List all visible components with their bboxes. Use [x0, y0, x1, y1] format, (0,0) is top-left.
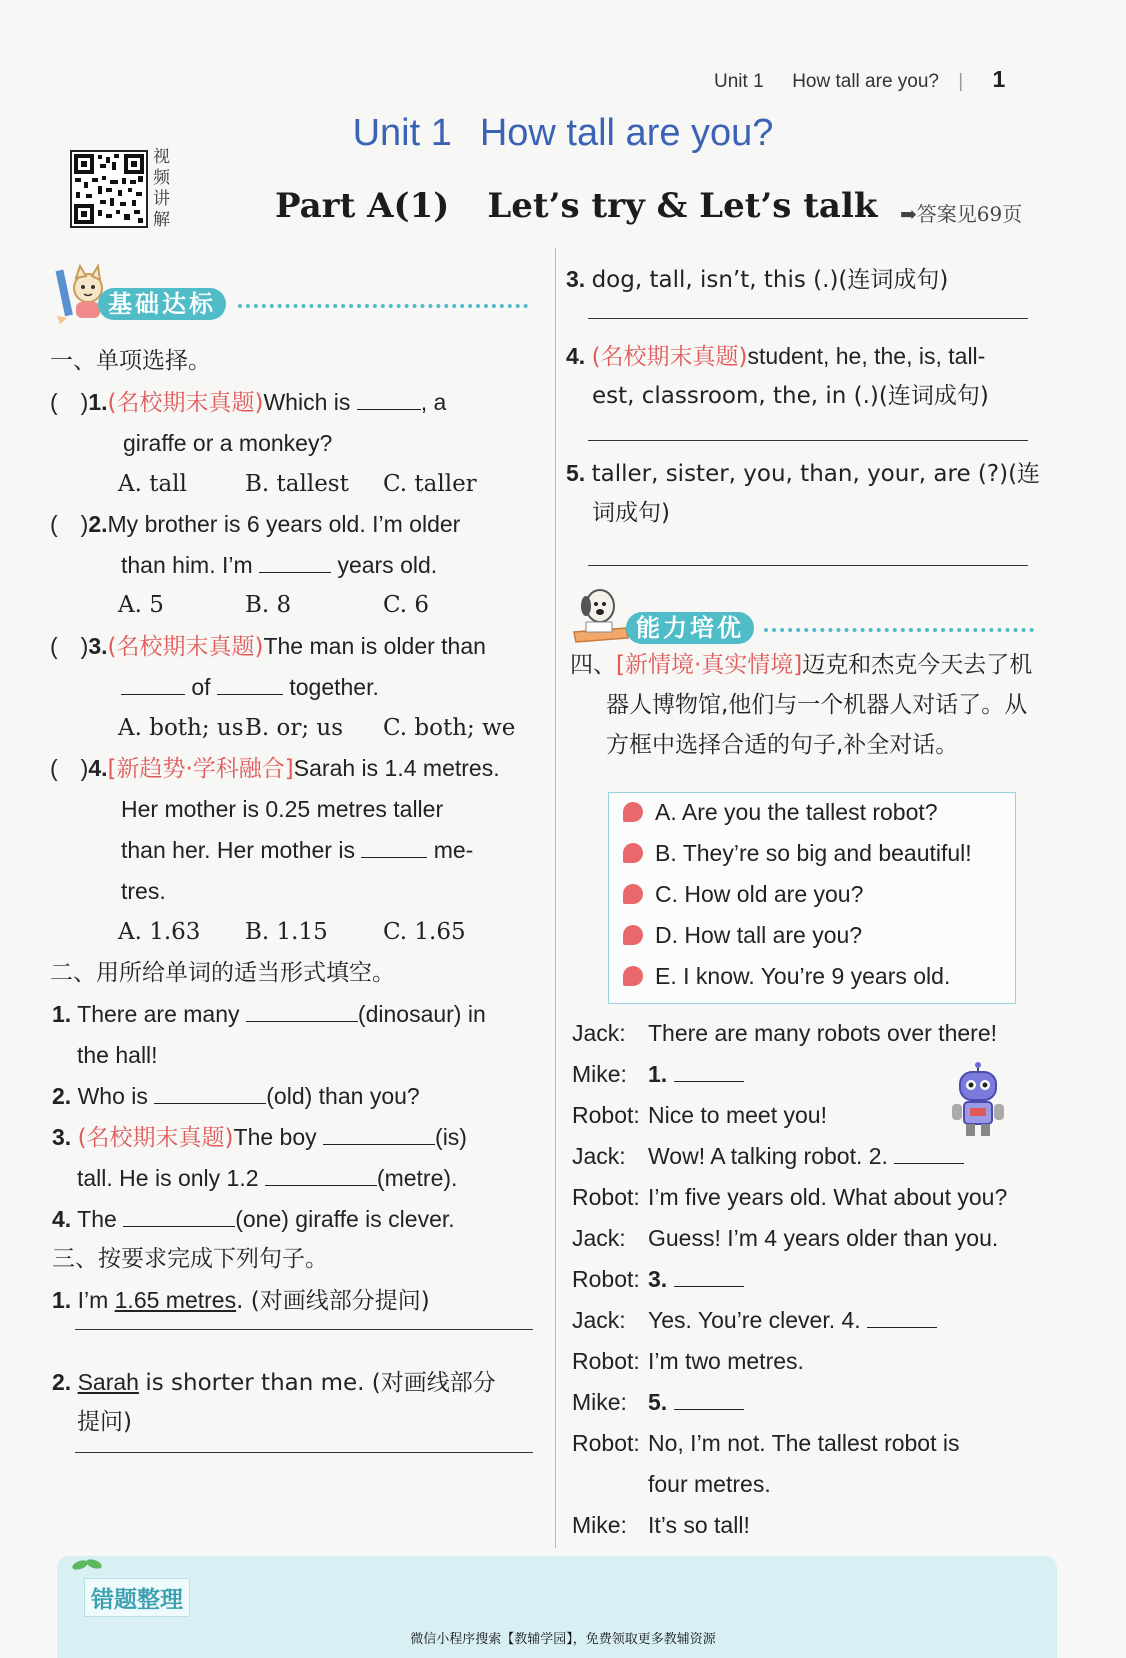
mcq-3-opt-a[interactable]: A. both; us — [118, 715, 244, 741]
line-text: There are many robots over there! — [648, 1020, 997, 1046]
speaker: Jack: — [572, 1225, 626, 1251]
q-text: My brother is 6 years old. I’m older — [107, 511, 461, 537]
order-5-line2: 词成句) — [592, 500, 670, 526]
option-c[interactable] — [623, 881, 863, 908]
dialogue-line — [572, 1300, 937, 1341]
dialogue-line — [572, 1341, 804, 1382]
q-number: 4. — [88, 755, 108, 781]
q-text: The man is older than — [263, 633, 486, 659]
q-text: taller, sister, you, than, your, are (?)(连 — [591, 461, 1041, 487]
page-number: 1 — [992, 66, 1006, 92]
sec3-heading: 三、按要求完成下列句子。 — [52, 1246, 328, 1272]
header-unit: Unit 1 — [714, 71, 764, 92]
mcq-2-opt-b[interactable]: B. 8 — [245, 592, 292, 618]
answer-blank[interactable] — [674, 1385, 744, 1410]
answer-line[interactable] — [588, 440, 1028, 441]
speaker: Robot: — [572, 1184, 640, 1210]
line-text: Wow! A talking robot. 2. — [648, 1143, 888, 1169]
exam-tag: (名校期末真题) — [591, 344, 748, 370]
answer-line[interactable] — [588, 318, 1028, 319]
option-a[interactable] — [623, 799, 938, 826]
exam-tag: (名校期末真题) — [77, 1125, 234, 1151]
q-text: The — [77, 1206, 117, 1232]
q-text: I’m — [77, 1287, 109, 1313]
mcq-1-line2: giraffe or a monkey? — [123, 430, 333, 456]
answer-blank[interactable] — [357, 385, 421, 410]
part-title — [275, 186, 877, 226]
sec4-line3: 方框中选择合适的句子,补全对话。 — [606, 732, 959, 758]
answer-blank[interactable] — [259, 548, 331, 573]
robot-icon — [948, 1062, 1008, 1140]
q-text: is shorter than me. (对画线部分 — [145, 1370, 496, 1396]
line-text: four metres. — [648, 1471, 771, 1497]
cat-pencil-icon — [54, 262, 108, 324]
fill-1-line2: the hall! — [77, 1042, 158, 1068]
mcq-1-opt-a[interactable]: A. tall — [118, 471, 187, 497]
q-text: (is) — [435, 1124, 467, 1150]
q-text: together. — [289, 674, 379, 700]
answer-paren[interactable]: ( ) — [50, 755, 89, 781]
exam-tag: (名校期末真题) — [107, 634, 264, 660]
q-text: (metre). — [376, 1165, 458, 1191]
q-number: 1. — [52, 1287, 72, 1313]
fill-4 — [52, 1198, 455, 1241]
mcq-4-line4: tres. — [121, 878, 166, 904]
dog-reading-icon — [570, 584, 630, 646]
mcq-2-opt-c[interactable]: C. 6 — [383, 592, 430, 618]
speaker: Jack: — [572, 1020, 626, 1046]
speaker: Mike: — [572, 1389, 627, 1415]
line-text: 5. — [648, 1389, 668, 1415]
q-text: me- — [433, 837, 474, 863]
mcq-4-opt-b[interactable]: B. 1.15 — [245, 919, 328, 945]
option-text: E. I know. You’re 9 years old. — [655, 963, 951, 989]
part-label: Part A(1) — [275, 186, 450, 226]
mcq-4-opt-c[interactable]: C. 1.65 — [383, 919, 466, 945]
strawberry-icon — [623, 925, 643, 945]
q-number: 5. — [566, 460, 586, 486]
q-text: 迈克和杰克今天去了机 — [802, 652, 1033, 678]
q-text: dog, tall, isn’t, this (.)(连词成句) — [591, 267, 949, 293]
header-subtitle: How tall are you? — [792, 71, 939, 92]
order-5 — [566, 452, 1040, 496]
speaker: Robot: — [572, 1102, 640, 1128]
qr-code-icon — [72, 152, 146, 226]
mcq-1-opt-c[interactable]: C. taller — [383, 471, 477, 497]
answer-blank[interactable] — [246, 997, 358, 1022]
answer-paren[interactable]: ( ) — [50, 633, 89, 659]
mcq-4-line3 — [121, 829, 473, 872]
fill-3-line2 — [77, 1157, 457, 1200]
qr-label: 视频讲解 — [153, 147, 170, 230]
dialogue-line — [572, 1464, 771, 1505]
speaker: Robot: — [572, 1430, 640, 1456]
qr-code[interactable] — [70, 150, 148, 228]
answer-blank[interactable] — [123, 1202, 235, 1227]
underlined-part: 1.65 metres — [114, 1287, 237, 1313]
unit-title-number: Unit 1 — [352, 112, 452, 154]
line-text: I’m five years old. What about you? — [648, 1184, 1008, 1210]
q-text: Which is — [263, 389, 351, 415]
answer-blank[interactable] — [674, 1057, 744, 1082]
option-b[interactable] — [623, 840, 972, 867]
q-text: tall. He is only 1.2 — [77, 1165, 259, 1191]
dialogue-line — [572, 1095, 827, 1136]
q-text: than her. Her mother is — [121, 837, 355, 863]
option-d[interactable] — [623, 922, 862, 949]
answer-blank[interactable] — [217, 670, 283, 695]
q-number: 3. — [52, 1124, 72, 1150]
q-number: 2. — [52, 1083, 72, 1109]
order-3 — [566, 258, 948, 302]
mcq-2 — [50, 503, 460, 546]
answer-paren[interactable]: ( ) — [50, 511, 89, 537]
mcq-2-opt-a[interactable]: A. 5 — [118, 592, 164, 618]
strawberry-icon — [623, 843, 643, 863]
q-text: years old. — [337, 552, 438, 578]
q-text: (dinosaur) in — [357, 1001, 486, 1027]
dialogue-line — [572, 1218, 998, 1259]
basic-section-title: 基础达标 — [98, 288, 226, 320]
order-4 — [566, 335, 985, 379]
answer-blank[interactable] — [121, 670, 185, 695]
mcq-4-opt-a[interactable]: A. 1.63 — [118, 919, 201, 945]
option-text: D. How tall are you? — [655, 922, 863, 948]
q-text: The boy — [233, 1124, 317, 1150]
line-text: 3. — [648, 1266, 668, 1292]
dialogue-line — [572, 1259, 744, 1300]
fill-1 — [52, 993, 486, 1036]
mcq-2-line2 — [121, 544, 437, 587]
dialogue-line — [572, 1136, 964, 1177]
dialogue-line — [572, 1013, 997, 1054]
exam-tag: (名校期末真题) — [107, 390, 264, 416]
rewrite-2-line2: 提问) — [77, 1409, 132, 1435]
q-text: Sarah is 1.4 metres. — [293, 755, 500, 781]
fill-2 — [52, 1075, 420, 1118]
q-text: (one) giraffe is clever. — [235, 1206, 455, 1232]
mcq-4-line2: Her mother is 0.25 metres taller — [121, 796, 444, 822]
dialogue-line — [572, 1423, 960, 1464]
q-number: 4. — [566, 343, 586, 369]
answer-paren[interactable]: ( ) — [50, 389, 89, 415]
line-text: No, I’m not. The tallest robot is — [648, 1430, 960, 1456]
q-number: 4. — [52, 1206, 72, 1232]
q-text: (old) than you? — [266, 1083, 420, 1109]
mcq-3-opt-c[interactable]: C. both; we — [383, 715, 516, 741]
mcq-3-line2 — [121, 666, 379, 709]
mcq-1-opt-b[interactable]: B. tallest — [245, 471, 349, 497]
q-text: than him. I’m — [121, 552, 253, 578]
q-text: of — [191, 674, 211, 700]
running-header — [714, 66, 1005, 93]
speaker: Mike: — [572, 1512, 627, 1538]
q-number: 1. — [88, 389, 108, 415]
line-text: 1. — [648, 1061, 668, 1087]
q-number: 2. — [52, 1369, 72, 1395]
sec4-number: 四、 — [570, 652, 616, 678]
fill-3 — [52, 1116, 467, 1160]
speaker: Jack: — [572, 1307, 626, 1333]
option-text: C. How old are you? — [655, 881, 864, 907]
speaker: Mike: — [572, 1061, 627, 1087]
advanced-section-title: 能力培优 — [626, 612, 754, 644]
footer-note: 微信小程序搜索【教辅学园】，免费领取更多教辅资源 — [410, 1632, 716, 1647]
answer-blank[interactable] — [265, 1161, 377, 1186]
answer-blank[interactable] — [867, 1303, 937, 1328]
mcq-3-opt-b[interactable]: B. or; us — [245, 715, 344, 741]
mcq-3 — [50, 625, 486, 669]
line-text: I’m two metres. — [648, 1348, 804, 1374]
exam-tag: [新情境·真实情境] — [616, 652, 803, 678]
q-number: 1. — [52, 1001, 72, 1027]
sec4-heading — [570, 644, 1032, 687]
dialogue-line — [572, 1505, 750, 1546]
option-text: B. They’re so big and beautiful! — [655, 840, 972, 866]
q-number: 3. — [566, 266, 586, 292]
q-text: Who is — [77, 1083, 148, 1109]
rewrite-1 — [52, 1279, 430, 1323]
answer-blank[interactable] — [674, 1262, 744, 1287]
error-notes-label: 错题整理 — [84, 1578, 190, 1617]
header-separator: | — [958, 71, 964, 92]
option-e[interactable] — [623, 963, 950, 990]
q-text: , a — [420, 389, 447, 415]
strawberry-icon — [623, 966, 643, 986]
strawberry-icon — [623, 802, 643, 822]
line-text: Nice to meet you! — [648, 1102, 827, 1128]
q-number: 3. — [88, 633, 108, 659]
underlined-part: Sarah — [77, 1369, 139, 1395]
dialogue-line — [572, 1382, 744, 1423]
line-text: Yes. You’re clever. 4. — [648, 1307, 861, 1333]
speaker: Robot: — [572, 1266, 640, 1292]
unit-title-name: How tall are you? — [479, 112, 774, 154]
answer-line[interactable] — [75, 1329, 533, 1330]
option-text: A. Are you the tallest robot? — [655, 799, 938, 825]
q-text: student, he, the, is, tall- — [747, 343, 986, 369]
section-label: Let’s try & Let’s talk — [487, 186, 878, 226]
dialogue-line — [572, 1054, 744, 1095]
sec1-heading: 一、单项选择。 — [50, 348, 211, 374]
line-text: It’s so tall! — [648, 1512, 750, 1538]
mcq-4 — [50, 747, 500, 791]
sec2-heading: 二、用所给单词的适当形式填空。 — [50, 960, 395, 986]
column-divider — [555, 248, 556, 1548]
options-box — [608, 792, 1016, 1004]
answer-line[interactable] — [588, 565, 1028, 566]
sec4-line2: 器人博物馆,他们与一个机器人对话了。从 — [606, 692, 1028, 718]
strawberry-icon — [623, 884, 643, 904]
leaf-icon — [70, 1556, 104, 1572]
advanced-section-banner — [570, 606, 1050, 646]
rewrite-2 — [52, 1361, 496, 1405]
speaker: Robot: — [572, 1348, 640, 1374]
answer-blank[interactable] — [894, 1139, 964, 1164]
exam-tag: [新趋势·学科融合] — [107, 756, 294, 782]
q-instruction: . (对画线部分提问) — [236, 1288, 430, 1314]
order-4-line2: est, classroom, the, in (.)(连词成句) — [592, 383, 989, 409]
q-text: There are many — [77, 1001, 240, 1027]
answer-blank[interactable] — [323, 1120, 435, 1145]
mcq-1 — [50, 381, 446, 425]
speaker: Jack: — [572, 1143, 626, 1169]
answer-reference: ➡答案见69页 — [900, 202, 1023, 226]
dialogue-line — [572, 1177, 1007, 1218]
line-text: Guess! I’m 4 years older than you. — [648, 1225, 999, 1251]
answer-blank[interactable] — [154, 1079, 266, 1104]
answer-line[interactable] — [75, 1452, 533, 1453]
answer-blank[interactable] — [361, 833, 427, 858]
q-number: 2. — [88, 511, 108, 537]
basic-section-banner — [54, 282, 534, 322]
